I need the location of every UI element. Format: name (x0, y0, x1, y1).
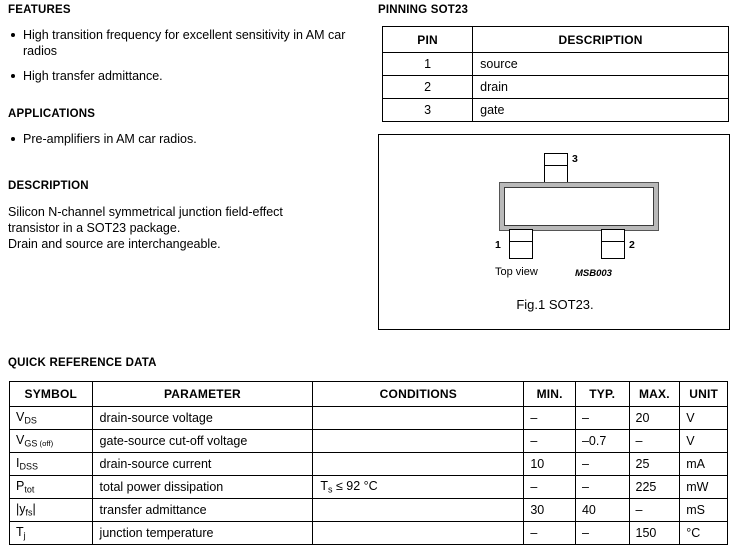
features-heading: FEATURES (8, 4, 71, 16)
quick-reference-section (8, 357, 157, 369)
row-typ: – (575, 453, 629, 476)
row-conditions (313, 407, 524, 430)
row-conditions: $T_s \le 92$ °C (313, 476, 524, 499)
figure-caption: Fig.1 SOT23. (516, 297, 594, 312)
column-header-max: MAX. (629, 382, 680, 407)
table-row (383, 99, 729, 122)
pinning-section (378, 4, 468, 16)
lead-3-notch (545, 165, 567, 166)
description-line: Drain and source are interchangeable. (8, 237, 221, 251)
row-conditions (313, 522, 524, 545)
figure-view-label: Top view (495, 266, 538, 278)
list-item: High transition frequency for excellent sensitivity in AM car radios (8, 27, 358, 59)
table-row (10, 499, 728, 522)
pin-description: source (473, 53, 729, 76)
row-min: – (524, 476, 576, 499)
row-parameter: drain-source voltage (92, 407, 313, 430)
row-parameter: gate-source cut-off voltage (92, 430, 313, 453)
features-list (8, 27, 358, 84)
row-symbol: $|y_{fs}|$ (10, 499, 93, 522)
description-section (8, 180, 358, 252)
row-symbol: $V_{DS}$ (10, 407, 93, 430)
quick-reference-table-wrap (9, 381, 728, 545)
row-unit: mS (680, 499, 728, 522)
row-max: – (629, 430, 680, 453)
pinning-table (382, 26, 729, 122)
row-typ: 40 (575, 499, 629, 522)
row-unit: °C (680, 522, 728, 545)
table-row (383, 53, 729, 76)
pin-label-2: 2 (629, 239, 635, 251)
row-parameter: drain-source current (92, 453, 313, 476)
table-row (10, 430, 728, 453)
row-max: – (629, 499, 680, 522)
row-typ: –0.7 (575, 430, 629, 453)
pinning-heading: PINNING SOT23 (378, 4, 469, 16)
applications-section (8, 108, 358, 156)
pin-description: drain (473, 76, 729, 99)
row-unit: V (680, 407, 728, 430)
lead-1 (509, 229, 533, 259)
pin-number: 2 (383, 76, 473, 99)
row-typ: – (575, 407, 629, 430)
package-figure-box (378, 134, 730, 330)
column-header-conditions: CONDITIONS (313, 382, 524, 407)
description-line: transistor in a SOT23 package. (8, 221, 181, 235)
list-item: Pre-amplifiers in AM car radios. (8, 131, 358, 147)
table-row (10, 407, 728, 430)
table-row (10, 522, 728, 545)
applications-heading: APPLICATIONS (8, 108, 96, 120)
column-header-min: MIN. (524, 382, 576, 407)
row-symbol: $I_{DSS}$ (10, 453, 93, 476)
applications-list (8, 131, 358, 147)
row-min: 10 (524, 453, 576, 476)
row-typ: – (575, 476, 629, 499)
quick-reference-heading: QUICK REFERENCE DATA (8, 357, 157, 369)
column-header-pin: PIN (383, 27, 473, 53)
row-parameter: transfer admittance (92, 499, 313, 522)
table-row (383, 76, 729, 99)
column-header-description: DESCRIPTION (473, 27, 729, 53)
package-body (499, 182, 659, 231)
row-min: – (524, 522, 576, 545)
row-max: 20 (629, 407, 680, 430)
column-header-symbol: SYMBOL (10, 382, 93, 407)
figure-code-label: MSB003 (575, 268, 612, 279)
row-symbol: $P_{tot}$ (10, 476, 93, 499)
description-heading: DESCRIPTION (8, 180, 89, 192)
row-max: 150 (629, 522, 680, 545)
lead-3 (544, 153, 568, 183)
row-unit: mW (680, 476, 728, 499)
row-parameter: total power dissipation (92, 476, 313, 499)
pin-label-3: 3 (572, 153, 578, 165)
pin-description: gate (473, 99, 729, 122)
description-body (8, 204, 358, 252)
table-header-row (383, 27, 729, 53)
lead-2 (601, 229, 625, 259)
row-max: 25 (629, 453, 680, 476)
features-section (8, 4, 358, 93)
column-header-unit: UNIT (680, 382, 728, 407)
column-header-parameter: PARAMETER (92, 382, 313, 407)
row-min: 30 (524, 499, 576, 522)
row-typ: – (575, 522, 629, 545)
row-symbol: $V_{GS}$ (off) (10, 430, 93, 453)
pin-label-1: 1 (495, 239, 501, 251)
pin-number: 3 (383, 99, 473, 122)
row-unit: mA (680, 453, 728, 476)
lead-2-notch (602, 241, 624, 242)
row-conditions (313, 453, 524, 476)
package-body-inner (504, 187, 654, 226)
row-conditions (313, 499, 524, 522)
table-header-row (10, 382, 728, 407)
description-line: Silicon N-channel symmetrical junction field-effect (8, 205, 283, 219)
row-min: – (524, 407, 576, 430)
list-item: High transfer admittance. (8, 68, 358, 84)
lead-1-notch (510, 241, 532, 242)
pin-number: 1 (383, 53, 473, 76)
table-row (10, 476, 728, 499)
pinning-table-wrap (382, 26, 729, 122)
row-conditions (313, 430, 524, 453)
row-unit: V (680, 430, 728, 453)
table-row (10, 453, 728, 476)
row-max: 225 (629, 476, 680, 499)
quick-reference-table (9, 381, 728, 545)
column-header-typ: TYP. (575, 382, 629, 407)
row-min: – (524, 430, 576, 453)
row-symbol: $T_j$ (10, 522, 93, 545)
row-parameter: junction temperature (92, 522, 313, 545)
